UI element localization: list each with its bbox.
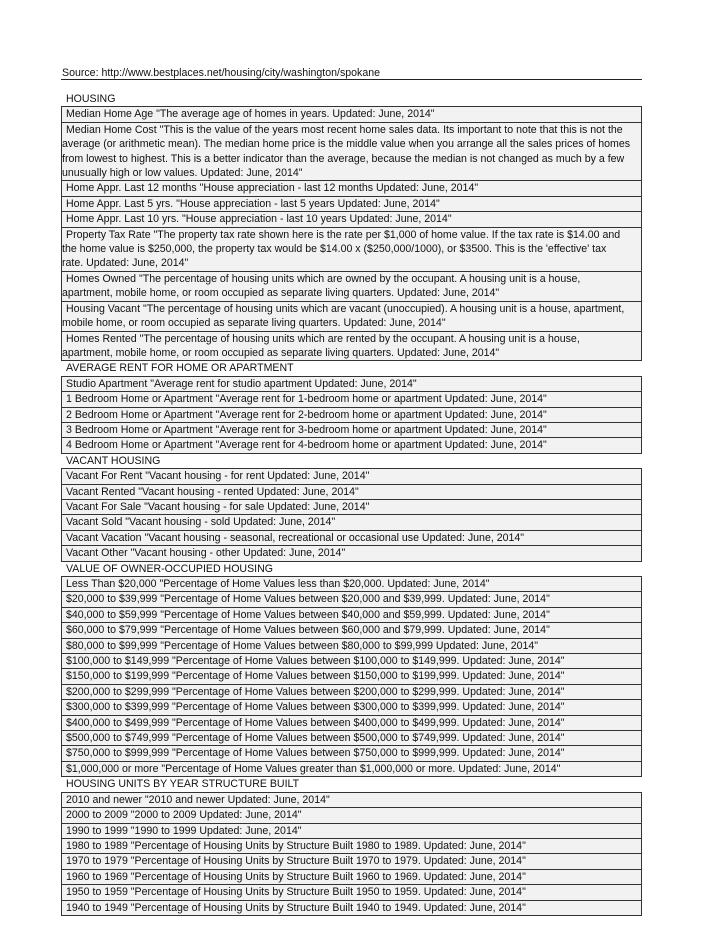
definition-row: Vacant Sold "Vacant housing - sold Updated: June, 2014" [61,514,642,530]
definition-row: $60,000 to $79,999 "Percentage of Home Values between $60,000 and $79,999. Updated: June, 2014" [61,622,642,638]
definition-row: 2010 and newer "2010 and newer Updated: June, 2014" [61,792,642,808]
source-line: Source: http://www.bestplaces.net/housing/city/washington/spokane [62,67,380,79]
definition-row: $150,000 to $199,999 "Percentage of Home Values between $150,000 to $199,999. Updated: June, 2014" [61,668,642,684]
definition-row: Vacant Rented "Vacant housing - rented Updated: June, 2014" [61,484,642,500]
housing-definitions-sheet [61,92,642,916]
definition-row: Homes Rented "The percentage of housing units which are rented by the occupant. A housing unit is a house, apartment, mobile home, or room occupied as separate living quarters. Updated: June, 2014" [61,331,642,362]
definition-row: $400,000 to $499,999 "Percentage of Home Values between $400,000 to $499,999. Updated: June, 2014" [61,715,642,731]
definition-row: $80,000 to $99,999 "Percentage of Home Values between $80,000 to $99,999 Updated: June, 2014" [61,638,642,654]
definition-row: Home Appr. Last 10 yrs. "House appreciation - last 10 years Updated: June, 2014" [61,211,642,227]
section-heading: HOUSING [66,93,116,105]
definition-row: Housing Vacant "The percentage of housing units which are vacant (unoccupied). A housing unit is a house, apartment, mobile home, or room occupied as separate living quarters. Updated: June, 2014" [61,301,642,332]
definition-row: 2000 to 2009 "2000 to 2009 Updated: June, 2014" [61,807,642,823]
definition-row: $40,000 to $59,999 "Percentage of Home Values between $40,000 and $59,999. Updated: June, 2014" [61,607,642,623]
definition-row: Property Tax Rate "The property tax rate shown here is the rate per $1,000 of home value. If the tax rate is $14.00 and the home value is $250,000, the property tax would be $14.00 x ($250,000/1000), or $3500. This is the 'effective' tax rate. Updated: June, 2014" [61,227,642,272]
definition-row: 1990 to 1999 "1990 to 1999 Updated: June, 2014" [61,823,642,839]
definition-row: Homes Owned "The percentage of housing units which are owned by the occupant. A housing unit is a house, apartment, mobile home, or room occupied as separate living quarters. Updated: June, 2014" [61,271,642,302]
definition-row: Vacant Other "Vacant housing - other Updated: June, 2014" [61,545,642,561]
section-heading: AVERAGE RENT FOR HOME OR APARTMENT [66,362,294,375]
definition-row: 1950 to 1959 "Percentage of Housing Units by Structure Built 1950 to 1959. Updated: June, 2014" [61,884,642,900]
definition-row: Median Home Cost "This is the value of the years most recent home sales data. Its important to note that this is not the average (or arithmetic mean). The median home price is the middle value when you arrange all the sales prices of homes from lowest to highest. This is a better indicator than the average, because the median is not changed as much by a few unusually high or low values. Updated: June, 2014" [61,122,642,182]
source-divider [61,79,642,80]
definition-row: 1970 to 1979 "Percentage of Housing Units by Structure Built 1970 to 1979. Updated: June, 2014" [61,853,642,869]
definition-row: Median Home Age "The average age of homes in years. Updated: June, 2014" [61,106,642,122]
section-heading: VALUE OF OWNER-OCCUPIED HOUSING [66,562,273,575]
section-heading: HOUSING UNITS BY YEAR STRUCTURE BUILT [66,778,300,791]
section-heading: VACANT HOUSING [66,454,161,467]
definition-row: Home Appr. Last 5 yrs. "House appreciation - last 5 years Updated: June, 2014" [61,196,642,212]
definition-row: Vacant For Sale "Vacant housing - for sale Updated: June, 2014" [61,499,642,515]
definition-row: $750,000 to $999,999 "Percentage of Home Values between $750,000 to $999,999. Updated: June, 2014" [61,745,642,761]
definition-row: 3 Bedroom Home or Apartment "Average rent for 3-bedroom home or apartment Updated: June, 2014" [61,422,642,438]
definition-row: Vacant For Rent "Vacant housing - for rent Updated: June, 2014" [61,468,642,484]
definition-row: 2 Bedroom Home or Apartment "Average rent for 2-bedroom home or apartment Updated: June, 2014" [61,407,642,423]
definition-row: Vacant Vacation "Vacant housing - seasonal, recreational or occasional use Updated: June, 2014" [61,530,642,546]
definition-row: $20,000 to $39,999 "Percentage of Home Values between $20,000 and $39,999. Updated: June, 2014" [61,591,642,607]
definition-row: Studio Apartment "Average rent for studio apartment Updated: June, 2014" [61,376,642,392]
definition-row: $100,000 to $149,999 "Percentage of Home Values between $100,000 to $149,999. Updated: June, 2014" [61,653,642,669]
definition-row: $200,000 to $299,999 "Percentage of Home Values between $200,000 to $299,999. Updated: June, 2014" [61,684,642,700]
definition-row: 1940 to 1949 "Percentage of Housing Units by Structure Built 1940 to 1949. Updated: June, 2014" [61,900,642,916]
definition-row: 1 Bedroom Home or Apartment "Average rent for 1-bedroom home or apartment Updated: June, 2014" [61,391,642,407]
definition-row: Home Appr. Last 12 months "House appreciation - last 12 months Updated: June, 2014" [61,180,642,196]
definition-row: Less Than $20,000 "Percentage of Home Values less than $20,000. Updated: June, 2014" [61,576,642,592]
definition-row: 4 Bedroom Home or Apartment "Average rent for 4-bedroom home or apartment Updated: June, 2014" [61,437,642,453]
definition-row: $1,000,000 or more "Percentage of Home Values greater than $1,000,000 or more. Updated: June, 2014" [61,761,642,777]
definition-row: 1960 to 1969 "Percentage of Housing Units by Structure Built 1960 to 1969. Updated: June, 2014" [61,869,642,885]
definition-row: $300,000 to $399,999 "Percentage of Home Values between $300,000 to $399,999. Updated: June, 2014" [61,699,642,715]
definition-row: 1980 to 1989 "Percentage of Housing Units by Structure Built 1980 to 1989. Updated: June, 2014" [61,838,642,854]
definition-row: $500,000 to $749,999 "Percentage of Home Values between $500,000 to $749,999. Updated: June, 2014" [61,730,642,746]
